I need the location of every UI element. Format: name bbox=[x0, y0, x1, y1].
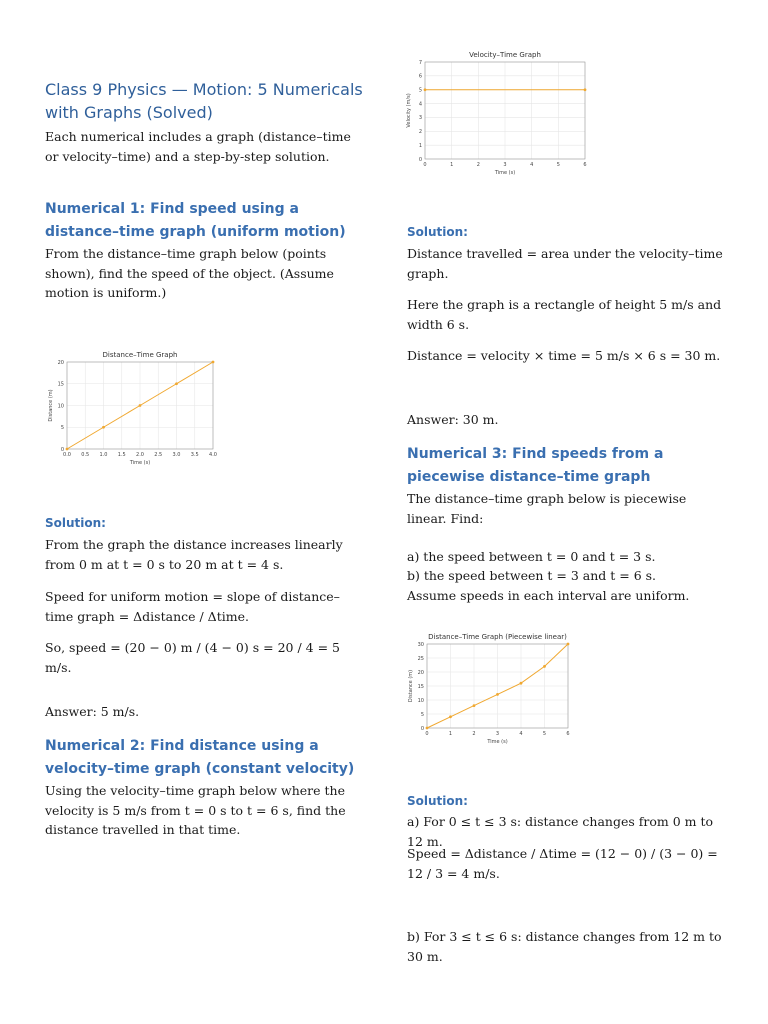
numerical-1-heading: Numerical 1: Find speed using a distance–time graph (uniform motion) bbox=[45, 201, 346, 240]
x-tick-label: 4 bbox=[519, 731, 523, 737]
numerical-1-step-1: From the graph the distance increases linearly from 0 m at t = 0 s to 20 m at t = 4 s. bbox=[45, 537, 343, 572]
x-tick-label: 0.5 bbox=[81, 452, 90, 458]
intro-text: Each numerical includes a graph (distance–time or velocity–time) and a step-by-step solution. bbox=[45, 129, 351, 164]
x-tick-label: 2 bbox=[472, 731, 476, 737]
x-tick-label: 3 bbox=[503, 162, 507, 168]
numerical-2-heading: Numerical 2: Find distance using a velocity–time graph (constant velocity) bbox=[45, 738, 355, 777]
data-point bbox=[139, 404, 142, 407]
chart-piecewise-distance-time bbox=[407, 628, 582, 748]
numerical-2-step-2: Here the graph is a rectangle of height 5 m/s and width 6 s. bbox=[407, 297, 722, 332]
y-tick-label: 4 bbox=[418, 101, 422, 108]
x-axis-label: Time (s) bbox=[487, 739, 508, 745]
chart-title: Velocity–Time Graph bbox=[469, 51, 541, 59]
y-tick-label: 1 bbox=[418, 142, 422, 149]
chart-distance-time bbox=[45, 345, 225, 470]
y-tick-label: 5 bbox=[420, 711, 424, 718]
x-tick-label: 0 bbox=[425, 731, 429, 737]
numerical-2-solution-label: Solution: bbox=[407, 225, 468, 239]
x-tick-label: 6 bbox=[583, 162, 587, 168]
y-axis-label: Distance (m) bbox=[408, 669, 414, 703]
data-point bbox=[520, 682, 523, 685]
x-tick-label: 4.0 bbox=[209, 452, 217, 458]
numerical-3-step-2: Speed = Δdistance / Δtime = (12 − 0) / (3 − 0) = 12 / 3 = 4 m/s. bbox=[407, 846, 718, 881]
data-point bbox=[449, 715, 452, 718]
x-tick-label: 2 bbox=[476, 162, 480, 168]
data-point bbox=[496, 693, 499, 696]
data-point bbox=[584, 88, 587, 91]
x-axis-label: Time (s) bbox=[129, 460, 151, 466]
data-point bbox=[567, 643, 570, 646]
y-tick-label: 25 bbox=[417, 655, 424, 662]
x-tick-label: 1.5 bbox=[117, 452, 126, 458]
y-tick-label: 20 bbox=[417, 669, 424, 676]
y-axis-label: Velocity (m/s) bbox=[406, 93, 412, 128]
numerical-1-step-2: Speed for uniform motion = slope of distance–time graph = Δdistance / Δtime. bbox=[45, 589, 340, 624]
numerical-3-step-1: a) For 0 ≤ t ≤ 3 s: distance changes from 0 m to 12 m. bbox=[407, 814, 714, 849]
data-point bbox=[543, 665, 546, 668]
x-tick-label: 2.5 bbox=[154, 452, 163, 458]
data-point bbox=[424, 88, 427, 91]
y-tick-label: 15 bbox=[57, 381, 64, 388]
y-tick-label: 0 bbox=[420, 725, 424, 732]
y-tick-label: 30 bbox=[417, 641, 424, 648]
numerical-3-solution-label: Solution: bbox=[407, 794, 468, 808]
data-point bbox=[66, 448, 69, 451]
y-tick-label: 6 bbox=[418, 73, 422, 80]
numerical-1-answer: Answer: 5 m/s. bbox=[45, 704, 140, 719]
numerical-3-question-a: a) the speed between t = 0 and t = 3 s. bbox=[407, 549, 656, 564]
data-point bbox=[473, 704, 476, 707]
y-tick-label: 10 bbox=[57, 403, 64, 410]
document-title: Class 9 Physics — Motion: 5 Numericals with Graphs (Solved) bbox=[45, 80, 363, 122]
numerical-1-question: From the distance–time graph below (points shown), find the speed of the object. (Assume motion is uniform.) bbox=[45, 246, 334, 300]
chart-title: Distance–Time Graph bbox=[102, 351, 178, 359]
numerical-3-step-3: b) For 3 ≤ t ≤ 6 s: distance changes from 12 m to 30 m. bbox=[407, 929, 722, 964]
x-tick-label: 0 bbox=[423, 162, 427, 168]
numerical-2-step-3: Distance = velocity × time = 5 m/s × 6 s = 30 m. bbox=[407, 348, 721, 363]
numerical-2-question: Using the velocity–time graph below where the velocity is 5 m/s from t = 0 s to t = 6 s, find the distance travelled in that time. bbox=[45, 783, 346, 837]
numerical-3-heading: Numerical 3: Find speeds from a piecewise distance–time graph bbox=[407, 446, 664, 485]
data-point bbox=[102, 426, 105, 429]
numerical-1-solution-label: Solution: bbox=[45, 516, 106, 530]
y-tick-label: 5 bbox=[418, 87, 422, 94]
y-tick-label: 20 bbox=[57, 359, 64, 366]
chart-velocity-time bbox=[407, 44, 597, 179]
x-tick-label: 1 bbox=[450, 162, 454, 168]
numerical-3-question-note: Assume speeds in each interval are uniform. bbox=[407, 588, 690, 603]
x-tick-label: 3.0 bbox=[172, 452, 181, 458]
numerical-1-step-3: So, speed = (20 − 0) m / (4 − 0) s = 20 / 4 = 5 m/s. bbox=[45, 640, 340, 675]
y-tick-label: 0 bbox=[60, 446, 64, 453]
y-tick-label: 15 bbox=[417, 683, 424, 690]
x-tick-label: 5 bbox=[556, 162, 560, 168]
x-tick-label: 3.5 bbox=[190, 452, 199, 458]
y-axis-label: Distance (m) bbox=[48, 389, 54, 422]
data-point bbox=[212, 361, 215, 364]
y-tick-label: 10 bbox=[417, 697, 424, 704]
x-tick-label: 1 bbox=[448, 731, 453, 737]
y-tick-label: 7 bbox=[418, 59, 422, 66]
chart-title: Distance–Time Graph (Piecewise linear) bbox=[428, 633, 567, 641]
y-tick-label: 3 bbox=[418, 115, 422, 122]
data-point bbox=[175, 382, 178, 385]
x-tick-label: 6 bbox=[566, 731, 570, 737]
y-tick-label: 2 bbox=[418, 129, 422, 136]
x-tick-label: 2.0 bbox=[136, 452, 144, 458]
x-tick-label: 0.0 bbox=[63, 452, 71, 458]
x-tick-label: 4 bbox=[530, 162, 534, 168]
x-axis-label: Time (s) bbox=[494, 170, 516, 176]
numerical-2-answer: Answer: 30 m. bbox=[407, 412, 499, 427]
numerical-3-question-intro: The distance–time graph below is piecewise linear. Find: bbox=[407, 491, 687, 526]
x-tick-label: 5 bbox=[542, 731, 547, 737]
x-tick-label: 1.0 bbox=[99, 452, 108, 458]
data-point bbox=[426, 727, 429, 730]
numerical-2-step-1: Distance travelled = area under the velocity–time graph. bbox=[407, 246, 723, 281]
numerical-3-question-b: b) the speed between t = 3 and t = 6 s. bbox=[407, 568, 657, 583]
x-tick-label: 3 bbox=[495, 731, 500, 737]
y-tick-label: 5 bbox=[60, 425, 64, 432]
y-tick-label: 0 bbox=[418, 156, 422, 163]
